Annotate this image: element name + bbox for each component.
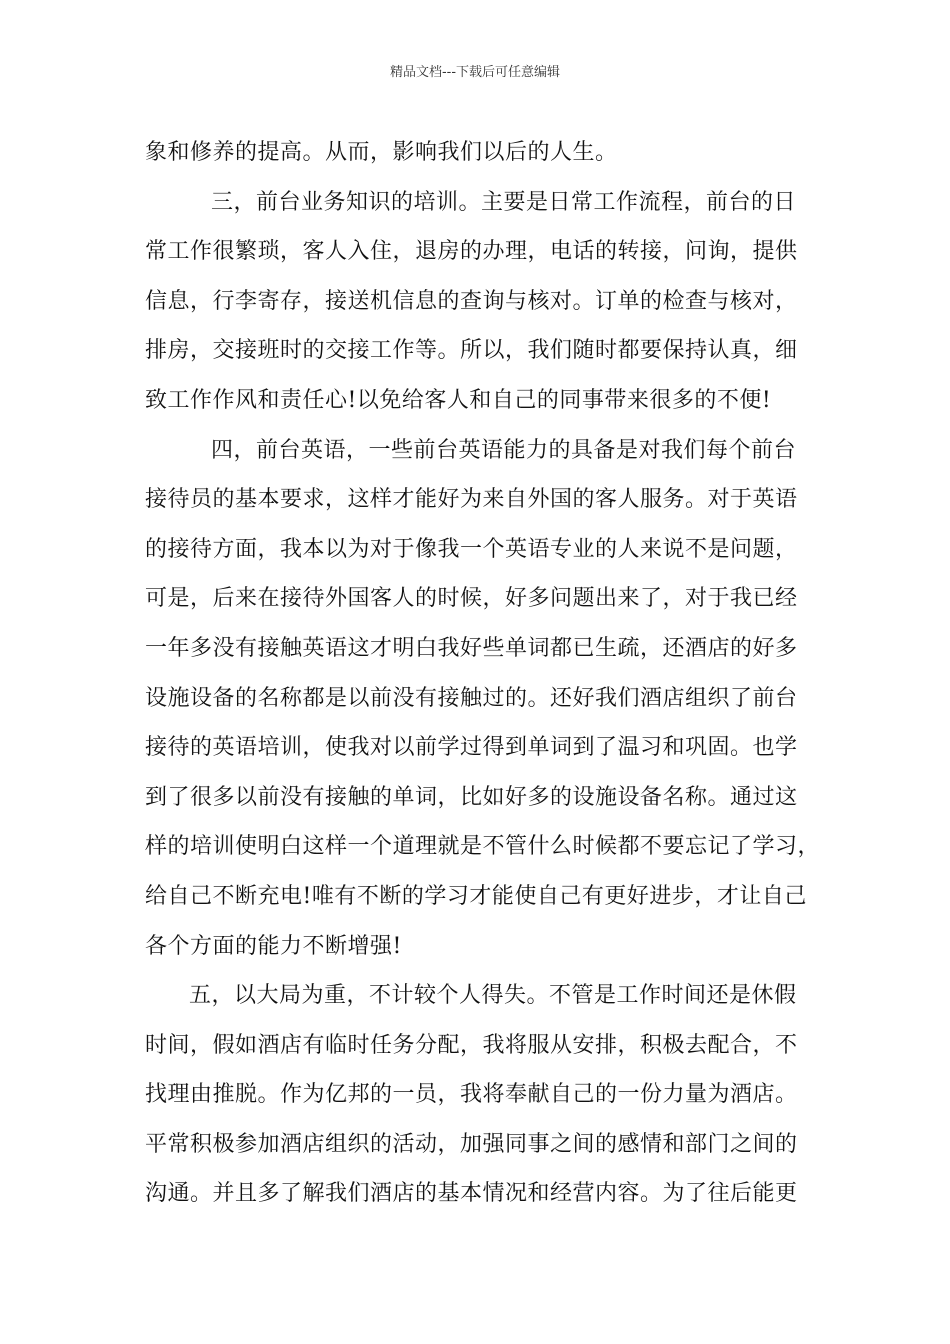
text-line: 常工作很繁琐，客人入住，退房的办理，电话的转接，问询，提供 bbox=[145, 239, 798, 265]
text-line: 信息，行李寄存，接送机信息的查询与核对。订单的检查与核对， bbox=[145, 288, 798, 314]
document-body bbox=[145, 128, 825, 1219]
text-line: 时间，假如酒店有临时任务分配，我将服从安排，积极去配合，不 bbox=[145, 1032, 798, 1058]
text-line: 接待的英语培训，使我对以前学过得到单词到了温习和巩固。也学 bbox=[145, 735, 798, 761]
text-line: 到了很多以前没有接触的单词，比如好多的设施设备名称。通过这 bbox=[145, 784, 798, 810]
paragraph-4-heading-line: 四，前台英语，一些前台英语能力的具备是对我们每个前台 bbox=[211, 437, 797, 463]
text-line: 致工作作风和责任心!以免给客人和自己的同事带来很多的不便! bbox=[145, 387, 772, 413]
text-line: 平常积极参加酒店组织的活动，加强同事之间的感情和部门之间的 bbox=[145, 1131, 798, 1157]
text-line: 样的培训使明白这样一个道理就是不管什么时候都不要忘记了学习， bbox=[145, 834, 821, 860]
text-line: 设施设备的名称都是以前没有接触过的。还好我们酒店组织了前台 bbox=[145, 685, 798, 711]
text-line: 排房，交接班时的交接工作等。所以，我们随时都要保持认真，细 bbox=[145, 338, 798, 364]
text-line: 可是，后来在接待外国客人的时候，好多问题出来了，对于我已经 bbox=[145, 586, 798, 612]
text-line: 的接待方面，我本以为对于像我一个英语专业的人来说不是问题， bbox=[145, 536, 798, 562]
text-line: 沟通。并且多了解我们酒店的基本情况和经营内容。为了往后能更 bbox=[145, 1181, 798, 1207]
text-line: 接待员的基本要求，这样才能好为来自外国的客人服务。对于英语 bbox=[145, 487, 798, 513]
text-line: 给自己不断充电!唯有不断的学习才能使自己有更好进步，才让自己 bbox=[145, 883, 807, 909]
text-line: 各个方面的能力不断增强! bbox=[145, 933, 402, 959]
paragraph-3-heading-line: 三，前台业务知识的培训。主要是日常工作流程，前台的日 bbox=[211, 189, 797, 215]
text-line: 找理由推脱。作为亿邦的一员，我将奉献自己的一份力量为酒店。 bbox=[145, 1082, 798, 1108]
paragraph-5-heading-line: 五，以大局为重，不计较个人得失。不管是工作时间还是休假 bbox=[189, 983, 797, 1009]
text-line: 一年多没有接触英语这才明白我好些单词都已生疏，还酒店的好多 bbox=[145, 635, 798, 661]
text-line: 象和修养的提高。从而，影响我们以后的人生。 bbox=[145, 140, 618, 165]
page-header: 精品文档---下载后可任意编辑 bbox=[389, 65, 561, 80]
